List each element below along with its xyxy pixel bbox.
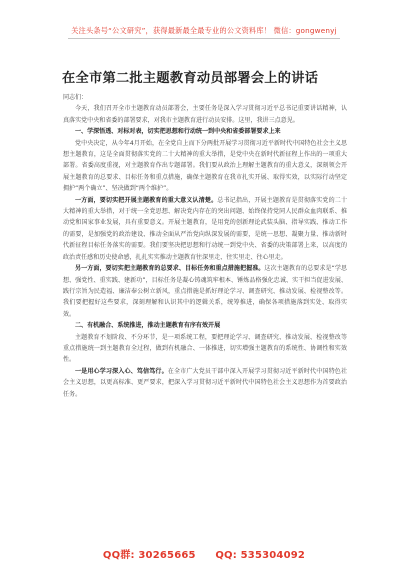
subsection-1-2 [63,263,347,320]
qq-number: QQ: 535304092 [215,550,306,561]
subsection-text: 总书记指出，开展主题教育是贯彻落实党的二十大精神的重大举措，对于统一全党思想、解决党内存在的突出问题、始终保持党同人民群众血肉联系、推动党和国家事业发展，具有重要意义。开展主题教育，是用党的创新理论武装头脑、指导实践、推动工作的需要，是加强党的政治建设、推动全面从严治党向纵深发展的需要，是统一思想、凝聚力量、推动新时代新征程目标任务落实的需要。我们要坚决把思想和行动统一到党中央、省委的决策部署上来，以高度的政治责任感和历史使命感，扎扎实实推动主题教育往深里走、往实里走、往心里走。 [63,196,348,261]
qq-group-number: QQ群: 30265665 [102,550,196,561]
top-banner [0,0,408,44]
subsection-lead: 一方面，要切实把开展主题教育的重大意义认清楚。 [75,196,218,204]
opening-paragraph: 今天，我们召开全市主题教育动员部署会，主要任务是深入学习贯彻习近平总书记重要讲话精神，认真落实党中央和省委的部署要求，对我市主题教育进行动员安排。这里，我讲三点意见。 [63,105,347,124]
subsection-lead: 另一方面，要切实把主题教育的总要求、目标任务和重点措施把握准。 [75,265,265,273]
section-1-paragraph: 党中央决定，从今年4月开始，在全党自上而下分两批开展学习贯彻习近平新时代中国特色社会主义思想主题教育，这是全面贯彻落实党的二十大精神的重大举措，是党中央在新时代新征程上作出的一项重大部署。省委高度重视，对主题教育作出专题部署。我们要从政治上理解主题教育的重大意义，深刻领会开展主题教育的总要求、目标任务和重点措施，确保主题教育在我市扎实开展、取得实效，以实际行动坚定拥护“两个确立”、坚决做到“两个维护”。 [63,139,347,193]
header-divider [68,38,340,39]
subsection-text: 在全市广大党员干部中深入开展学习贯彻习近平新时代中国特色社会主义思想，以更高标准、更严要求，把深入学习贯彻习近平新时代中国特色社会主义思想作为首要政治任务。 [63,367,348,398]
page-title: 在全市第二批主题教育动员部署会上的讲话 [62,71,319,86]
subsection-2-1 [63,366,347,400]
section-2-paragraph: 主题教育不划阶段、不分环节，是一项系统工程，要把理论学习、调查研究、推动发展、检视整改等重点措施统一到主题教育全过程，做到有机融合、一体推进，切实增强主题教育的系统性、协调性和实效性。 [63,333,347,364]
section-heading-2: 二、有机融合、系统推进，推动主题教育有序有效开展 [75,322,221,330]
promo-banner-text: 关注头条号“公文研究”，获得最新最全最专业的公文资料库！ 微信：gongwenyj [71,26,337,35]
subsection-lead: 一是用心学习深入心、笃信笃行。 [75,367,168,375]
subsection-text: 这次主题教育的总要求是“学思想、强党性、重实践、建新功”，目标任务是凝心铸魂筑牢根本、锤炼品格强化忠诚、实干担当促进发展、践行宗旨为民造福、廉洁奉公树立新风，重点措施是抓好理论学习、调查研究、推动发展、检视整改等。我们要把握好这些要求，深刻理解和认识其中的逻辑关系，统筹推进，确保各项措施落到实处、取得实效。 [63,265,347,318]
contact-footer [0,546,408,561]
salutation: 同志们： [63,94,88,101]
section-heading-1: 一、学深悟透、对标对表，切实把思想和行动统一到中央和省委部署要求上来 [75,128,281,136]
document-body [63,92,347,400]
subsection-1-1 [63,195,347,263]
